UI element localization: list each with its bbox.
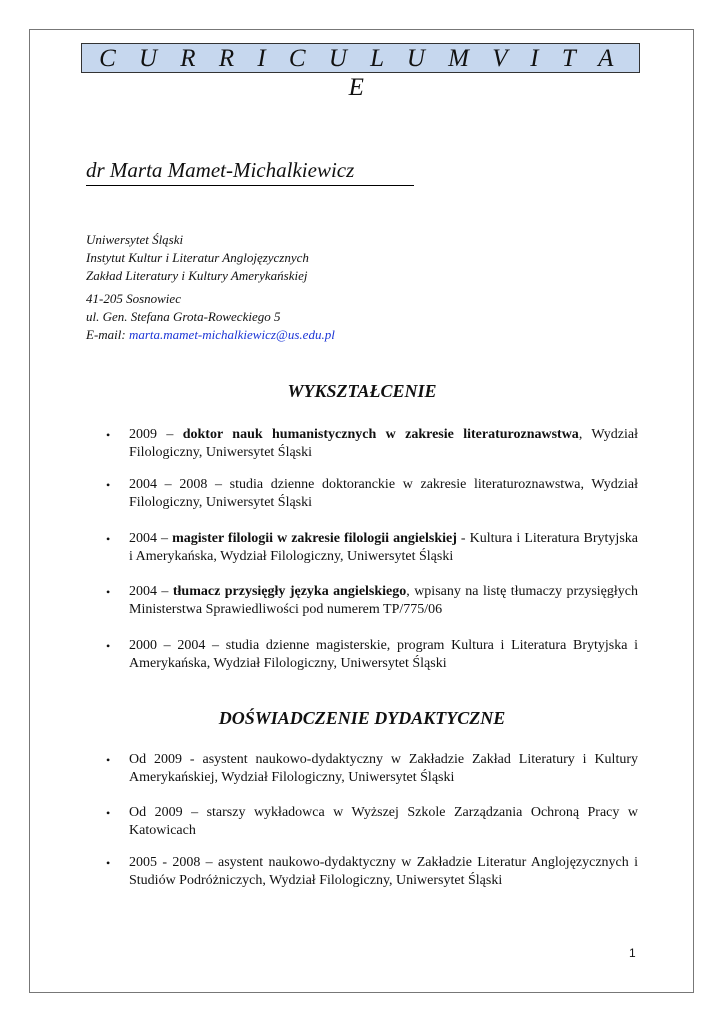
section-title-education: WYKSZTAŁCENIE [287,381,437,401]
street-line: ul. Gen. Stefana Grota-Roweckiego 5 [86,309,281,324]
list-item-text: Od 2009 - asystent naukowo-dydaktyczny w Zakładzie Zakład Literatury i Kultury Amerykańskiej, Wydział Filologiczny, Uniwersytet Śląski [129,752,638,785]
bullet-icon: • [106,753,111,767]
section-title-teaching: DOŚWIADCZENIE DYDAKTYCZNE [218,708,506,728]
list-item [86,530,638,566]
bullet-icon: • [106,639,111,653]
bullet-icon: • [106,428,111,442]
list-item [86,637,638,673]
list-item [86,804,638,840]
department-line: Zakład Literatury i Kultury Amerykańskiej [86,268,308,283]
email-line [86,326,335,344]
bullet-icon: • [106,585,111,599]
bullet-icon: • [106,856,111,870]
list-item-text: 2004 – magister filologii w zakresie filologii angielskiej - Kultura i Literatura Brytyjska i Amerykańska, Wydział Filologiczny, Uniwersytet Śląski [129,531,638,564]
list-item [86,854,638,890]
institute-line: Instytut Kultur i Literatur Anglojęzycznych [86,250,309,265]
bullet-icon: • [106,806,111,820]
email-link[interactable]: marta.mamet-michalkiewicz@us.edu.pl [125,327,335,342]
list-item-text: 2009 – doktor nauk humanistycznych w zakresie literaturoznawstwa, Wydział Filologiczny, Uniwersytet Śląski [129,427,639,460]
list-item-text: Od 2009 – starszy wykładowca w Wyższej Szkole Zarządzania Ochroną Pracy w Katowicach [129,805,638,838]
page-number: 1 [629,946,636,960]
list-item [86,583,638,619]
list-item [86,426,638,462]
list-item [86,476,638,512]
list-item-text: 2000 – 2004 – studia dzienne magisterskie, program Kultura i Literatura Brytyjska i Amerykańska, Wydział Filologiczny, Uniwersytet Śląski [129,638,638,671]
email-label: E-mail: [86,327,126,342]
contact-block [86,290,335,344]
person-name: dr Marta Mamet-Michalkiewicz [86,157,414,186]
list-item-text: 2005 - 2008 – asystent naukowo-dydaktyczny w Zakładzie Literatur Anglojęzycznych i Studiów Podróżniczych, Wydział Filologiczny, Uniwersytet Śląski [129,855,638,888]
bullet-icon: • [106,478,111,492]
list-item-text: 2004 – tłumacz przysięgły języka angielskiego, wpisany na listę tłumaczy przysięgłych Ministerstwa Sprawiedliwości pod numerem TP/775/06 [129,584,638,617]
affiliation-block [86,231,309,285]
list-item-text: 2004 – 2008 – studia dzienne doktoranckie w zakresie literaturoznawstwa, Wydział Filologiczny, Uniwersytet Śląski [129,477,638,510]
cv-title: C U R R I C U L U M V I T A E [81,43,640,73]
postal-line: 41-205 Sosnowiec [86,291,181,306]
university-line: Uniwersytet Śląski [86,232,184,247]
list-item [86,751,638,787]
bullet-icon: • [106,532,111,546]
